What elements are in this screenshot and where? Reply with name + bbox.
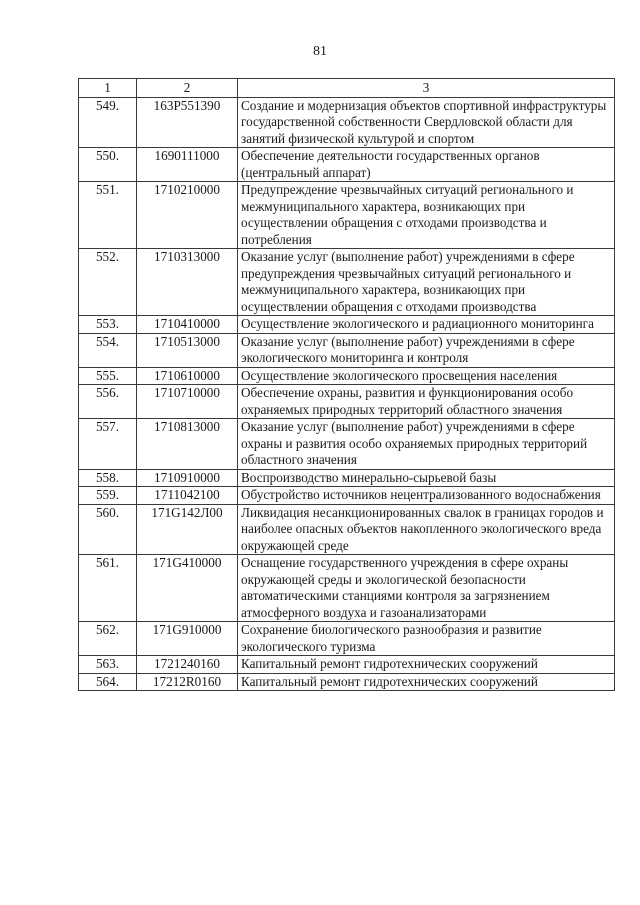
row-name: Оказание услуг (выполнение работ) учреждениями в сфере предупреждения чрезвычайных ситуаций регионального и межмуниципального характера, возникающих при осуществлении обращения с отходами производства	[238, 249, 615, 316]
row-name: Обеспечение охраны, развития и функционирования особо охраняемых природных территорий областного значения	[238, 385, 615, 419]
row-number: 563.	[79, 656, 137, 674]
row-code: 163P551390	[137, 97, 238, 148]
table-row	[79, 367, 615, 385]
row-number: 554.	[79, 333, 137, 367]
table-row	[79, 622, 615, 656]
row-number: 559.	[79, 487, 137, 505]
table-row	[79, 182, 615, 249]
row-number: 552.	[79, 249, 137, 316]
table-row	[79, 385, 615, 419]
row-code: 1721240160	[137, 656, 238, 674]
row-name: Создание и модернизация объектов спортивной инфраструктуры государственной собственности Свердловской области для занятий физической культурой и спортом	[238, 97, 615, 148]
row-number: 560.	[79, 504, 137, 555]
row-name: Оказание услуг (выполнение работ) учреждениями в сфере охраны и развития особо охраняемых природных территорий областного значения	[238, 419, 615, 470]
table-row	[79, 316, 615, 334]
row-code: 1710610000	[137, 367, 238, 385]
column-header-1: 1	[79, 79, 137, 98]
row-number: 556.	[79, 385, 137, 419]
row-number: 555.	[79, 367, 137, 385]
row-name: Капитальный ремонт гидротехнических сооружений	[238, 656, 615, 674]
row-number: 549.	[79, 97, 137, 148]
row-number: 561.	[79, 555, 137, 622]
row-number: 557.	[79, 419, 137, 470]
row-name: Оказание услуг (выполнение работ) учреждениями в сфере экологического мониторинга и контроля	[238, 333, 615, 367]
row-code: 1710410000	[137, 316, 238, 334]
table-row	[79, 673, 615, 691]
table-row	[79, 555, 615, 622]
row-number: 558.	[79, 469, 137, 487]
row-name: Осуществление экологического и радиационного мониторинга	[238, 316, 615, 334]
row-name: Обеспечение деятельности государственных органов (центральный аппарат)	[238, 148, 615, 182]
row-code: 1710313000	[137, 249, 238, 316]
budget-classification-table	[78, 78, 615, 691]
row-number: 550.	[79, 148, 137, 182]
table-row	[79, 469, 615, 487]
row-code: 17212R0160	[137, 673, 238, 691]
table-header-row	[79, 79, 615, 98]
row-name: Предупреждение чрезвычайных ситуаций регионального и межмуниципального характера, возникающих при осуществлении обращения с отходами производства и потребления	[238, 182, 615, 249]
row-code: 1710710000	[137, 385, 238, 419]
table-row	[79, 333, 615, 367]
row-code: 1710813000	[137, 419, 238, 470]
column-header-2: 2	[137, 79, 238, 98]
row-code: 1711042100	[137, 487, 238, 505]
row-number: 562.	[79, 622, 137, 656]
row-number: 564.	[79, 673, 137, 691]
table-row	[79, 419, 615, 470]
table-row	[79, 504, 615, 555]
table-row	[79, 656, 615, 674]
table-row	[79, 97, 615, 148]
row-name: Воспроизводство минерально-сырьевой базы	[238, 469, 615, 487]
table-row	[79, 249, 615, 316]
row-name: Обустройство источников нецентрализованного водоснабжения	[238, 487, 615, 505]
page-number: 81	[313, 44, 327, 59]
row-code: 1710513000	[137, 333, 238, 367]
row-number: 551.	[79, 182, 137, 249]
row-name: Осуществление экологического просвещения населения	[238, 367, 615, 385]
row-code: 1710210000	[137, 182, 238, 249]
row-code: 171G142Л00	[137, 504, 238, 555]
row-name: Капитальный ремонт гидротехнических сооружений	[238, 673, 615, 691]
row-code: 1710910000	[137, 469, 238, 487]
row-code: 171G910000	[137, 622, 238, 656]
row-number: 553.	[79, 316, 137, 334]
row-code: 1690111000	[137, 148, 238, 182]
row-code: 171G410000	[137, 555, 238, 622]
row-name: Оснащение государственного учреждения в сфере охраны окружающей среды и экологической безопасности автоматическими станциями контроля за загрязнением атмосферного воздуха и газоанализаторами	[238, 555, 615, 622]
table-row	[79, 487, 615, 505]
column-header-3: 3	[238, 79, 615, 98]
table-row	[79, 148, 615, 182]
row-name: Ликвидация несанкционированных свалок в границах городов и наиболее опасных объектов накопленного экологического вреда окружающей среде	[238, 504, 615, 555]
row-name: Сохранение биологического разнообразия и развитие экологического туризма	[238, 622, 615, 656]
